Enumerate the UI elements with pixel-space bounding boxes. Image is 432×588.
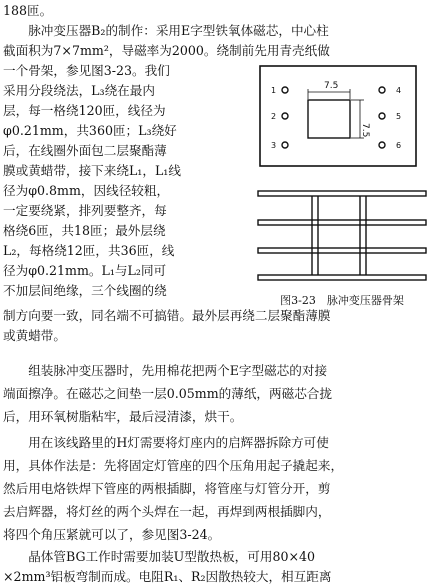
- text-line: 188匝。: [3, 3, 53, 18]
- text-line: 径为φ0.8mm，因线径较粗，: [3, 183, 170, 198]
- text-line: 一定要绕紧，排列要整齐，每: [3, 203, 167, 218]
- text-line: 端面擦净。在磁芯之间垫一层0.05mm的薄纸，两磁芯合拢: [3, 386, 332, 401]
- text-line: 制方向要一致，同名端不可搞错。最外层再绕二层聚酯薄膜: [3, 308, 331, 323]
- text-line: 径为φ0.21mm。L₁与L₂同可: [3, 263, 167, 278]
- pin-hole: [282, 87, 288, 93]
- pin-hole: [379, 142, 385, 148]
- text-line: 或黄蜡带。: [3, 328, 66, 343]
- text-line: 格绕6匝，共18匝；最外层绕: [3, 223, 166, 238]
- text-line: 去启辉器，将灯丝的两个头焊在一起，再焊到两根插脚内，: [3, 504, 331, 519]
- text-line: 晶体管BG工作时需要加装U型散热板，可用80×40: [3, 549, 316, 564]
- text-line: φ0.21mm，共360匝；L₃绕好: [3, 123, 177, 138]
- text-line: 一个骨架，参见图3-23。我们: [3, 63, 170, 78]
- text-line: 后，用环氧树脂粘牢，最后浸清漆，烘干。: [3, 409, 243, 424]
- core-hole: [308, 100, 350, 138]
- dim-height-label: 7.5: [360, 123, 370, 138]
- text-line: 用在该线路里的H灯需要将灯座内的启辉器拆除方可使: [3, 435, 329, 450]
- text-line: ×2mm³铝板弯制而成。电阻R₁、R₂因散热较大，相互距离: [3, 569, 332, 584]
- pin-label: 4: [396, 86, 402, 95]
- pin-hole: [282, 142, 288, 148]
- pin-label: 2: [271, 112, 277, 121]
- bobbin-diagram: [256, 63, 428, 285]
- figure-caption: 图3-23 脉冲变压器骨架: [280, 294, 404, 307]
- text-line: 然后用电烙铁焊下管座的两根插脚，将管座与灯管分开，剪: [3, 481, 331, 496]
- text-line: 脉冲变压器B₂的制作：采用E字型铁氧体磁芯，中心柱: [3, 23, 329, 38]
- pin-label: 1: [271, 86, 277, 95]
- flange: [258, 220, 426, 225]
- text-line: 采用分段绕法，L₃绕在最内: [3, 83, 155, 98]
- pin-label: 6: [396, 141, 402, 150]
- text-line: 层，每一格绕120匝，线径为: [3, 103, 166, 118]
- flange: [258, 248, 426, 253]
- dim-width-label: 7.5: [324, 81, 339, 91]
- text-line: 将四个角压紧就可以了，参见图3-24。: [3, 527, 221, 542]
- text-line: 截面积为7×7mm²，导磁率为2000。绕制前先用青壳纸做: [3, 43, 330, 58]
- flange: [258, 191, 426, 196]
- pin-label: 5: [396, 112, 402, 121]
- text-line: 不加层间绝缘，三个线圈的绕: [3, 283, 167, 298]
- pin-label: 3: [271, 141, 277, 150]
- pin-hole: [379, 113, 385, 119]
- text-line: 膜或黄蜡带，接下来绕L₁，L₁线: [3, 163, 181, 178]
- pin-hole: [282, 113, 288, 119]
- flange: [258, 275, 426, 280]
- transformer-bobbin-figure: [256, 63, 428, 285]
- text-line: 组装脉冲变压器时，先用棉花把两个E字型磁芯的对接: [3, 363, 328, 378]
- text-line: 用，具体作法是：先将固定灯管座的四个压角用起子撬起来，: [3, 458, 344, 473]
- pin-hole: [379, 87, 385, 93]
- text-line: 后，在线圈外面包二层聚酯薄: [3, 143, 167, 158]
- text-line: L₂，每格绕12匝，共36匝，线: [3, 243, 175, 258]
